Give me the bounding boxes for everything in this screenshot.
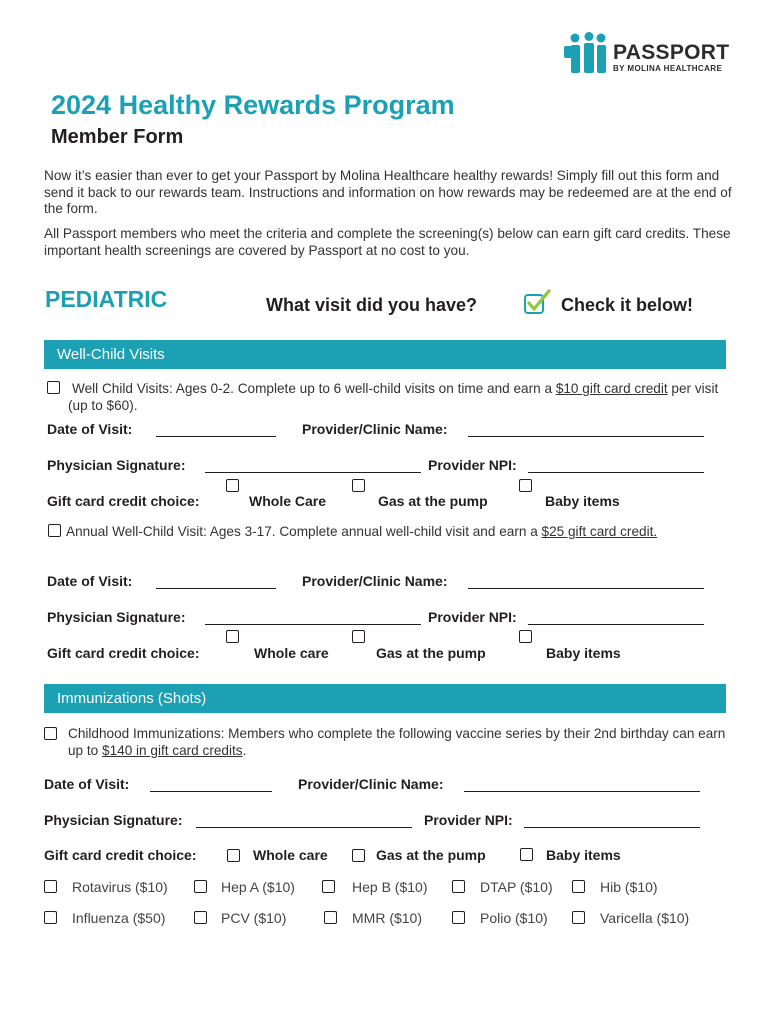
vaccine-checkbox-varicella[interactable] (572, 911, 585, 924)
vaccine-checkbox-rotavirus[interactable] (44, 880, 57, 893)
provider-npi-label: Provider NPI: (424, 812, 513, 828)
well-child-0-2-checkbox[interactable] (47, 381, 60, 394)
whole-care-checkbox[interactable] (227, 849, 240, 862)
section-title: PEDIATRIC (45, 286, 168, 312)
page-title: 2024 Healthy Rewards Program (51, 90, 455, 120)
vaccine-label-varicella: Varicella ($10) (600, 910, 690, 926)
date-of-visit-label: Date of Visit: (44, 776, 130, 792)
date-of-visit-field[interactable] (156, 587, 276, 589)
physician-signature-label: Physician Signature: (47, 457, 186, 473)
vaccine-label-rotavirus: Rotavirus ($10) (72, 879, 168, 895)
provider-clinic-field[interactable] (468, 587, 704, 589)
date-of-visit-field[interactable] (156, 435, 276, 437)
vaccine-checkbox-dtap[interactable] (452, 880, 465, 893)
page-subtitle: Member Form (51, 126, 184, 148)
gas-checkbox[interactable] (352, 479, 365, 492)
vaccine-checkbox-polio[interactable] (452, 911, 465, 924)
provider-clinic-label: Provider/Clinic Name: (298, 776, 444, 792)
baby-items-label: Baby items (546, 645, 621, 661)
vaccine-checkbox-hep-a[interactable] (194, 880, 207, 893)
physician-signature-label: Physician Signature: (47, 609, 186, 625)
baby-items-checkbox[interactable] (519, 479, 532, 492)
gas-checkbox[interactable] (352, 849, 365, 862)
immunizations-checkbox[interactable] (44, 727, 57, 740)
baby-items-checkbox[interactable] (519, 630, 532, 643)
whole-care-label: Whole care (253, 847, 328, 863)
gift-card-amount-link: $140 in gift card credits (102, 743, 243, 758)
physician-signature-field[interactable] (205, 623, 421, 625)
gas-label: Gas at the pump (376, 645, 486, 661)
provider-npi-field[interactable] (524, 826, 700, 828)
vaccine-label-dtap: DTAP ($10) (480, 879, 553, 895)
vaccine-checkbox-pcv[interactable] (194, 911, 207, 924)
visit-question: What visit did you have? (266, 295, 478, 315)
vaccine-label-polio: Polio ($10) (480, 910, 548, 926)
gift-card-choice-label: Gift card credit choice: (47, 493, 200, 509)
intro-paragraph-2: All Passport members who meet the criteria and complete the screening(s) below can earn gift card credits. These important health screenings are covered by Passport at no cost to you. (44, 226, 731, 258)
check-below-text: Check it below! (561, 295, 694, 315)
passport-logo (563, 32, 738, 76)
date-of-visit-field[interactable] (150, 790, 272, 792)
date-of-visit-label: Date of Visit: (47, 573, 133, 589)
whole-care-checkbox[interactable] (226, 630, 239, 643)
annual-well-child-checkbox[interactable] (48, 524, 61, 537)
provider-clinic-label: Provider/Clinic Name: (302, 421, 448, 437)
checkmark-icon (523, 289, 551, 317)
gas-checkbox[interactable] (352, 630, 365, 643)
whole-care-label: Whole Care (249, 493, 327, 509)
well-child-0-2-description: Well Child Visits: Ages 0-2. Complete up to 6 well-child visits on time and earn a $10 gift card credit per visit (up to $60). (68, 381, 719, 413)
logo-subtitle: BY MOLINA HEALTHCARE (613, 64, 723, 73)
physician-signature-label: Physician Signature: (44, 812, 183, 828)
baby-items-label: Baby items (546, 847, 621, 863)
provider-npi-label: Provider NPI: (428, 609, 517, 625)
provider-npi-field[interactable] (528, 623, 704, 625)
gift-card-choice-label: Gift card credit choice: (47, 645, 200, 661)
provider-clinic-label: Provider/Clinic Name: (302, 573, 448, 589)
whole-care-checkbox[interactable] (226, 479, 239, 492)
vaccine-checkbox-hib[interactable] (572, 880, 585, 893)
vaccine-checkbox-hep-b[interactable] (322, 880, 335, 893)
well-child-section-bar: Well-Child Visits (44, 340, 726, 369)
vaccine-checkbox-influenza[interactable] (44, 911, 57, 924)
provider-npi-field[interactable] (528, 471, 704, 473)
baby-items-checkbox[interactable] (520, 848, 533, 861)
physician-signature-field[interactable] (205, 471, 421, 473)
gas-label: Gas at the pump (378, 493, 488, 509)
baby-items-label: Baby items (545, 493, 620, 509)
annual-well-child-description: Annual Well-Child Visit: Ages 3-17. Complete annual well-child visit and earn a $25 gift card credit. (66, 524, 658, 539)
vaccine-label-pcv: PCV ($10) (221, 910, 287, 926)
gift-card-choice-label: Gift card credit choice: (44, 847, 197, 863)
intro-paragraph-1: Now it’s easier than ever to get your Passport by Molina Healthcare healthy rewards! Simply fill out this form and send it back to our rewards team. Instructions and information on how rewards may be redeemed are at the end of the form. (44, 168, 732, 216)
provider-clinic-field[interactable] (464, 790, 700, 792)
gift-card-amount-link: $25 gift card credit. (541, 524, 658, 539)
physician-signature-field[interactable] (196, 826, 412, 828)
vaccine-label-hep-a: Hep A ($10) (221, 879, 295, 895)
vaccine-label-hep-b: Hep B ($10) (352, 879, 428, 895)
gas-label: Gas at the pump (376, 847, 486, 863)
provider-clinic-field[interactable] (468, 435, 704, 437)
immunizations-description: Childhood Immunizations: Members who complete the following vaccine series by their 2nd birthday can earn up to $140 in gift card credits. (68, 726, 726, 758)
vaccine-label-mmr: MMR ($10) (352, 910, 423, 926)
people-logo-icon (563, 32, 611, 74)
provider-npi-label: Provider NPI: (428, 457, 517, 473)
gift-card-amount-link: $10 gift card credit (555, 381, 668, 396)
date-of-visit-label: Date of Visit: (47, 421, 133, 437)
immunizations-section-bar: Immunizations (Shots) (44, 684, 726, 713)
whole-care-label: Whole care (254, 645, 329, 661)
vaccine-label-influenza: Influenza ($50) (72, 910, 166, 926)
logo-wordmark: PASSPORT (613, 41, 730, 64)
vaccine-label-hib: Hib ($10) (600, 879, 658, 895)
vaccine-checkbox-mmr[interactable] (324, 911, 337, 924)
